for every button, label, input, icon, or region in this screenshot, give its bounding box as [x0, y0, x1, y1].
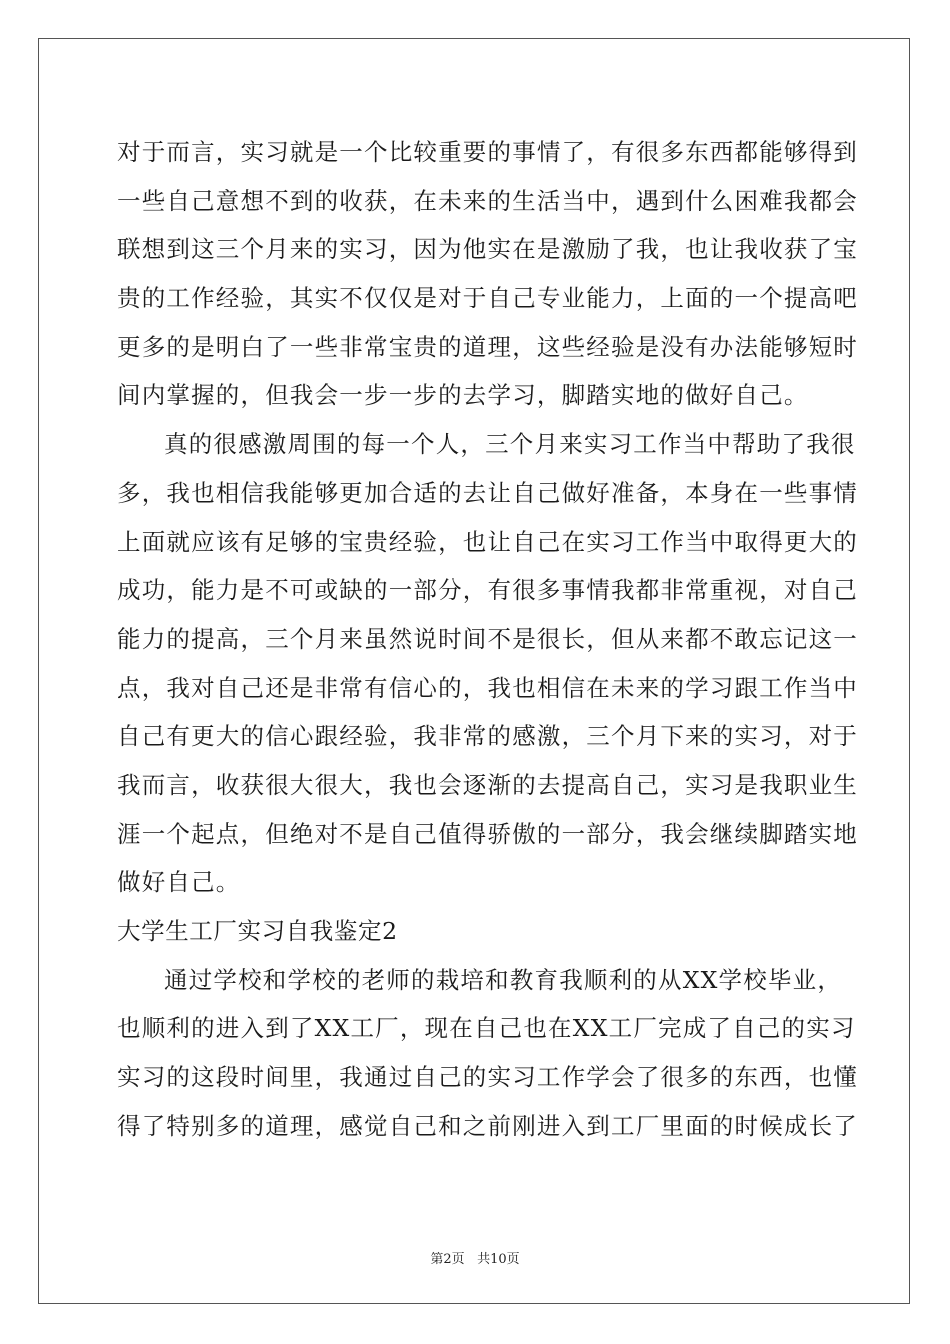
- text-line: 更多的是明白了一些非常宝贵的道理，这些经验是没有办法能够短时: [117, 332, 858, 361]
- text-line: 我而言，收获很大很大，我也会逐渐的去提高自己，实习是我职业生: [117, 770, 858, 799]
- text-line: 点，我对自己还是非常有信心的，我也相信在未来的学习跟工作当中: [117, 673, 858, 702]
- text-line: 间内掌握的，但我会一步一步的去学习，脚踏实地的做好自己。: [117, 381, 809, 410]
- text-line: 涯一个起点，但绝对不是自己值得骄傲的一部分，我会继续脚踏实地: [117, 819, 858, 848]
- document-body: [117, 128, 858, 1150]
- text-line: 多，我也相信我能够更加合适的去让自己做好准备，本身在一些事情: [117, 478, 858, 507]
- total-pages: 共10页: [477, 1252, 520, 1267]
- paragraph-first-line: 真的很感激周围的每一个人，三个月来实习工作当中帮助了我很: [164, 430, 856, 459]
- text-line: 上面就应该有足够的宝贵经验，也让自己在实习工作当中取得更大的: [117, 527, 858, 556]
- section-heading: 大学生工厂实习自我鉴定2: [117, 917, 398, 945]
- text-line: 成功，能力是不可或缺的一部分，有很多事情我都非常重视，对自己: [117, 576, 858, 605]
- page-footer: [0, 1248, 950, 1267]
- text-line: 也顺利的进入到了XX工厂，现在自己也在XX工厂完成了自己的实习: [117, 1014, 856, 1043]
- text-line: 对于而言，实习就是一个比较重要的事情了，有很多东西都能够得到: [117, 138, 858, 166]
- text-line: 自己有更大的信心跟经验，我非常的感激，三个月下来的实习，对于: [117, 722, 858, 751]
- text-line: 联想到这三个月来的实习，因为他实在是激励了我，也让我收获了宝: [117, 235, 858, 264]
- text-line: 贵的工作经验，其实不仅仅是对于自己专业能力，上面的一个提高吧: [117, 284, 858, 313]
- paragraph-first-line: 通过学校和学校的老师的栽培和教育我顺利的从XX学校毕业，: [164, 965, 843, 994]
- text-line: 实习的这段时间里，我通过自己的实习工作学会了很多的东西，也懂: [117, 1063, 858, 1092]
- text-line: 做好自己。: [117, 868, 241, 897]
- page-number: 第2页: [430, 1252, 465, 1267]
- text-line: 能力的提高，三个月来虽然说时间不是很长，但从来都不敢忘记这一: [117, 624, 858, 653]
- text-line: 得了特别多的道理，感觉自己和之前刚进入到工厂里面的时候成长了: [117, 1111, 858, 1140]
- text-line: 一些自己意想不到的收获，在未来的生活当中，遇到什么困难我都会: [117, 186, 858, 215]
